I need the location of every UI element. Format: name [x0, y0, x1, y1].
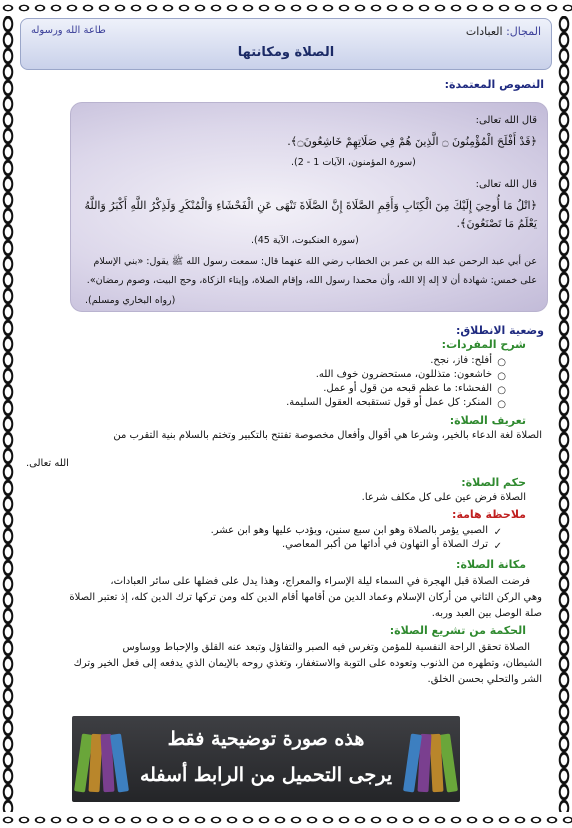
- status-line-1: فرضت الصلاة قبل الهجرة في السماء ليلة الإسراء والمعراج، وهذا يدل على فضلها على سائر العبادات،: [110, 576, 530, 587]
- definition-line-2: الله تعالى.: [26, 458, 69, 469]
- check-icon: ✓: [493, 541, 502, 552]
- wisdom-line-3: الشر والتحلي بحسن الخلق.: [427, 674, 542, 685]
- lesson-title: الصلاة ومكانتها: [237, 45, 335, 60]
- list-item: ✓ ترك الصلاة أو التهاون في أدائها من أكبر المعاصي.: [281, 539, 502, 552]
- hadith-line-2: على خمس: شهادة أن لا إله إلا الله، وأن محمدا رسول الله، وإقام الصلاة، وإيتاء الزكاة، وحج البيت، وصوم رمضان».: [86, 275, 537, 286]
- status-title: مكانة الصلاة:: [456, 558, 526, 571]
- chain-border-bottom: [0, 812, 572, 828]
- preview-notice-banner: [72, 716, 460, 802]
- hadith-reference: (رواه البخاري ومسلم).: [85, 295, 176, 306]
- quote1-reference: (سورة المؤمنون، الآيات 1 - 2).: [291, 157, 416, 168]
- quote2-verse: ﴿اتْلُ مَا أُوحِيَ إِلَيْكَ مِنَ الْكِتَابِ وَأَقِمِ الصَّلَاةَ إِنَّ الصَّلَاةَ تَنْهَى عَنِ الْفَحْشَاءِ وَالْمُنْكَرِ وَلَذِكْرُ اللَّهِ أَكْبَرُ وَاللَّهُ يَعْلَمُ مَا تَصْنَعُونَ﴾.: [84, 199, 537, 230]
- list-item: ○ الفحشاء: ما عظم قبحه من قول أو عمل.: [323, 383, 506, 396]
- note-title: ملاحظة هامة:: [452, 508, 526, 521]
- quote2-intro: قال الله تعالى:: [475, 179, 537, 190]
- chain-border-top: [0, 0, 572, 16]
- hadith-line-1: عن أبي عبد الرحمن عبد الله بن عمر بن الخطاب رضي الله عنهما قال: سمعت رسول الله ﷺ يقول: «بني الإسلام: [93, 256, 537, 267]
- texts-section-title: النصوص المعتمدة:: [444, 78, 544, 91]
- field-label-group: [466, 25, 541, 38]
- list-item: ○ خاشعون: متذللون، مستحضرون خوف الله.: [315, 369, 506, 382]
- circle-bullet-icon: ○: [497, 371, 506, 382]
- books-icon: [404, 722, 456, 796]
- quote1-intro: قال الله تعالى:: [475, 115, 537, 126]
- field-label: المجال:: [506, 25, 541, 38]
- banner-line-2: يرجى التحميل من الرابط أسفله: [139, 764, 393, 786]
- vocab-list: [286, 354, 506, 410]
- list-item: ○ المنكر: كل عمل أو قول تستقبحه العقول السليمة.: [286, 397, 506, 410]
- banner-line-1: هذه صورة توضيحية فقط: [167, 728, 365, 750]
- wisdom-line-1: الصلاة تحقق الراحة النفسية للمؤمن وتغرس فيه الصبر والتفاؤل وتبعد عنه القلق والإحباط ووساوس: [122, 642, 530, 653]
- books-icon: [76, 722, 128, 796]
- ruling-text: الصلاة فرض عين على كل مكلف شرعا.: [361, 492, 526, 503]
- starting-section-title: وضعية الانطلاق:: [455, 324, 544, 337]
- lesson-header: [20, 18, 552, 70]
- notes-list: [211, 524, 502, 552]
- status-line-3: صلة الوصل بين العبد وربه.: [431, 608, 542, 619]
- list-item: ✓ الصبي يؤمر بالصلاة وهو ابن سبع سنين، ويؤدب عليها وهو ابن عشر.: [210, 525, 502, 538]
- quote1-verse: ﴿قَدْ أَفْلَحَ الْمُؤْمِنُونَ ۝ الَّذِينَ هُمْ فِي صَلَاتِهِمْ خَاشِعُونَ۝﴾.: [287, 135, 537, 148]
- check-icon: ✓: [493, 527, 502, 538]
- status-line-2: وهي الركن الثاني من أركان الإسلام وعماد الدين من أقامها أقام الدين كله ومن تركها ترك الدين كله، إذ تعتبر الصلاة: [69, 592, 542, 603]
- document-page: [20, 18, 552, 810]
- wisdom-title: الحكمة من تشريع الصلاة:: [389, 624, 526, 637]
- list-item: ○ أفلح: فاز، نجح.: [430, 355, 506, 368]
- vocab-title: شرح المفردات:: [441, 338, 526, 351]
- texts-panel: [70, 102, 548, 312]
- chain-border-right: [556, 0, 572, 828]
- chain-border-left: [0, 0, 16, 828]
- ruling-title: حكم الصلاة:: [461, 476, 526, 489]
- definition-title: تعريف الصلاة:: [449, 414, 526, 427]
- field-value: العبادات: [465, 25, 503, 38]
- circle-bullet-icon: ○: [497, 357, 506, 368]
- circle-bullet-icon: ○: [497, 399, 506, 410]
- definition-line-1: الصلاة لغة الدعاء بالخير، وشرعا هي أقوال وأفعال مخصوصة تفتتح بالتكبير وتختم بالسلام بنية التقرب من: [113, 430, 542, 441]
- wisdom-line-2: الشيطان، وتطهره من الذنوب وتعوده على التوبة والاستغفار، وتغذي روحه بالإيمان الذي يدفعه إلى فعل الخير وترك: [73, 658, 542, 669]
- unit-title: طاعة الله ورسوله: [31, 25, 106, 36]
- circle-bullet-icon: ○: [497, 385, 506, 396]
- quote2-reference: (سورة العنكبوت، الآية 45).: [251, 235, 359, 246]
